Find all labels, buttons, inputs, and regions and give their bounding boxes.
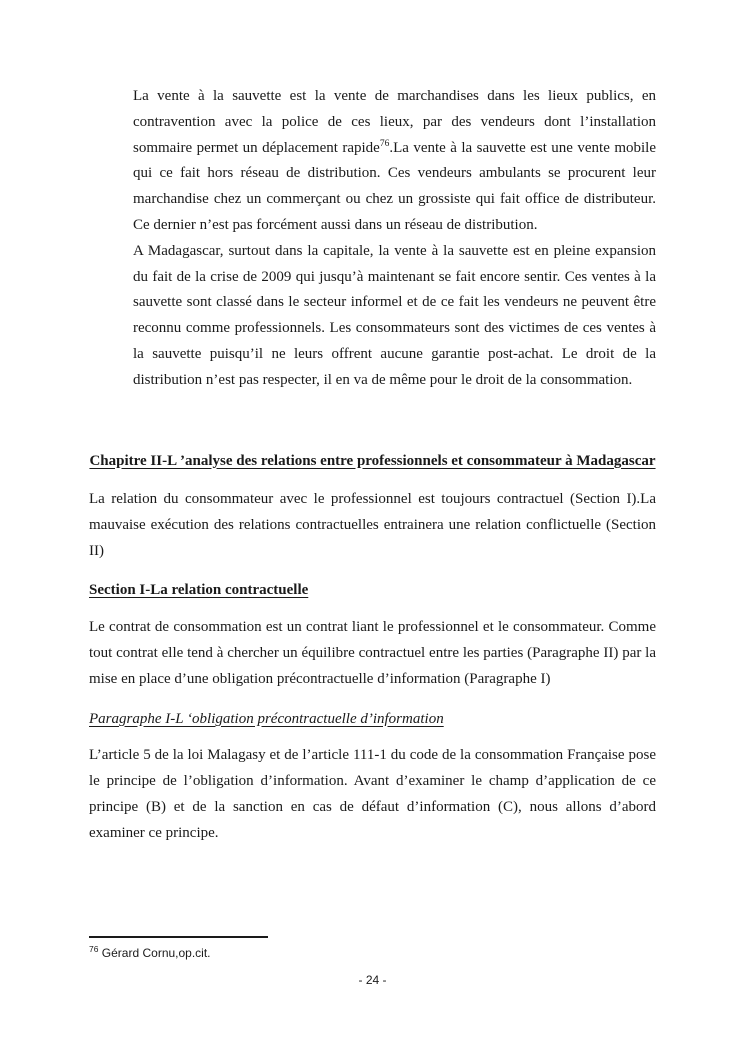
paragraph-relation: La relation du consommateur avec le professionnel est toujours contractuel (Section I).La mauvaise exécution des relations contractuelles entrainera une relation conflictuelle (Section II) bbox=[89, 491, 656, 559]
section-heading: Section I-La relation contractuelle bbox=[89, 582, 309, 599]
paragraph-vente-text-after-ref: .La vente à la sauvette est une vente mobile qui ce fait hors réseau de distribution. Ces vendeurs ambulants se procurent leur marchandise chez un commerçant ou chez un grossiste qui fait office de distributeur. Ce dernier n’est pas forcément aussi dans un réseau de distribution. bbox=[133, 139, 656, 233]
page-content bbox=[89, 84, 656, 847]
indented-text-block bbox=[133, 84, 656, 394]
page-number: - 24 - bbox=[358, 973, 387, 987]
footnote-area bbox=[89, 936, 489, 961]
paragraph-vente-sauvette bbox=[133, 84, 656, 239]
footnote-reference-76: 76 bbox=[379, 138, 390, 149]
paragraph-article: L’article 5 de la loi Malagasy et de l’article 111-1 du code de la consommation Française pose le principe de l’obligation d’information. Avant d’examiner le champ d’application de ce principe (B) et de la sanction en cas de défaut d’information (C), nous allons d’abord examiner ce principe. bbox=[89, 747, 656, 841]
footnote-citation: Gérard Cornu,op.cit. bbox=[98, 946, 211, 960]
footnote-text bbox=[89, 945, 489, 961]
chapter-heading: Chapitre II-L ’analyse des relations entre professionnels et consommateur à Madagascar bbox=[89, 452, 656, 469]
paragraph-contrat: Le contrat de consommation est un contrat liant le professionnel et le consommateur. Comme tout contrat elle tend à chercher un équilibre contractuel entre les parties (Paragraphe II) par la mise en place d’une obligation précontractuelle d’information (Paragraphe I) bbox=[89, 619, 656, 687]
footnote-marker: 76 bbox=[89, 944, 99, 954]
paragraphe-heading: Paragraphe I-L ‘obligation précontractuelle d’information bbox=[89, 710, 444, 727]
paragraph-vente-text-before-ref: La vente à la sauvette est la vente de marchandises dans les lieux publics, en contravention avec la police de ces lieux, par des vendeurs dont l’installation sommaire permet un déplacement rapide bbox=[133, 88, 656, 156]
paragraph-madagascar: A Madagascar, surtout dans la capitale, la vente à la sauvette est en pleine expansion du fait de la crise de 2009 qui jusqu’à maintenant se fait encore sentir. Ces ventes à la sauvette sont classé dans le secteur informel et de ce fait les vendeurs ne peuvent être reconnu comme professionnels. Les consommateurs sont des victimes de ces ventes à la sauvette puisqu’il ne leurs offrent aucune garantie post-achat. Le droit de la distribution n’est pas respecter, il en va de même pour le droit de la consommation. bbox=[133, 242, 656, 388]
footnote-separator-rule bbox=[89, 936, 268, 938]
